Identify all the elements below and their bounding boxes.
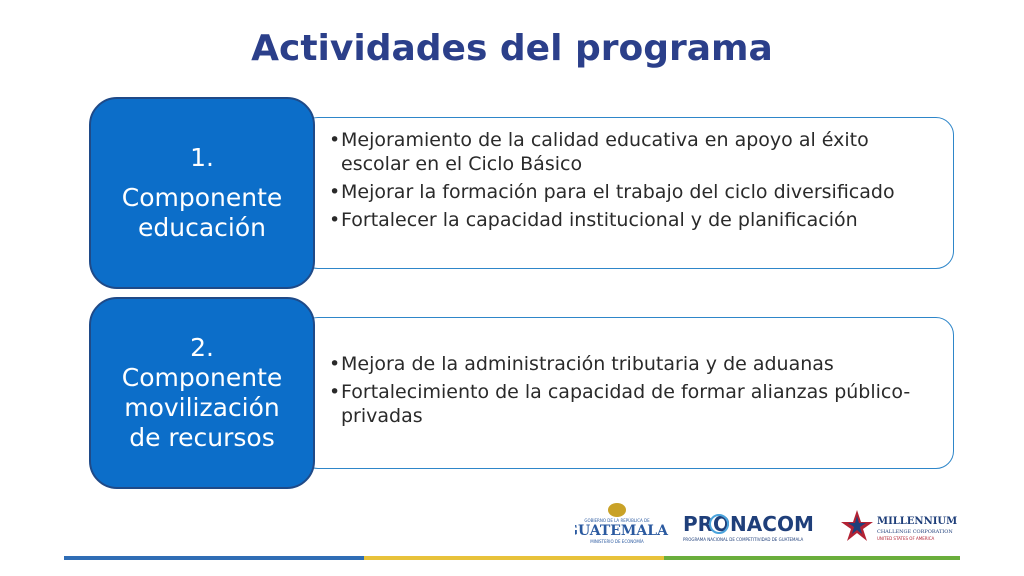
pronacom-name: PRONACOM	[683, 512, 814, 536]
footer-bar-blue	[64, 556, 364, 560]
footer-bar-green	[664, 556, 960, 560]
mcc-logo	[841, 510, 957, 541]
component-2-number: 2.	[190, 333, 214, 362]
component-1-number: 1.	[190, 143, 214, 172]
list-item: • Mejorar la formación para el trabajo del ciclo diversificado	[329, 180, 937, 204]
component-2-list	[329, 352, 937, 428]
guatemala-sub-text: MINISTERIO DE ECONOMÍA	[590, 539, 644, 544]
component-2-box	[89, 297, 315, 489]
component-1-box	[89, 97, 315, 289]
logos-svg	[575, 498, 965, 554]
slide-title: Actividades del programa	[251, 28, 773, 69]
component-1-list	[329, 128, 937, 232]
component-2-label: Componente movilización de recursos	[121, 363, 283, 452]
list-item: • Mejoramiento de la calidad educativa en apoyo al éxito escolar en el Ciclo Básico	[329, 128, 937, 176]
component-1-panel	[300, 117, 954, 269]
list-item: • Mejora de la administración tributaria y de aduanas	[329, 352, 937, 376]
component-1-label: Componente educación	[121, 183, 283, 242]
pronacom-sub-text: PROGRAMA NACIONAL DE COMPETITIVIDAD DE GUATEMALA	[683, 537, 804, 542]
coat-of-arms-icon	[608, 503, 626, 517]
list-item: • Fortalecer la capacidad institucional y de planificación	[329, 208, 937, 232]
mcc-line1: MILLENNIUM	[877, 516, 958, 527]
mcc-line2: CHALLENGE CORPORATION	[877, 529, 953, 535]
guatemala-logo	[575, 503, 669, 544]
guatemala-name: GUATEMALA	[575, 523, 668, 539]
mcc-line3: UNITED STATES OF AMERICA	[877, 536, 935, 541]
logo-strip	[575, 498, 965, 554]
component-2-panel	[300, 317, 954, 469]
pronacom-logo	[683, 512, 814, 542]
list-item: • Fortalecimiento de la capacidad de formar alianzas público-privadas	[329, 380, 937, 428]
footer-bar-yellow	[364, 556, 664, 560]
guatemala-top-text: GOBIERNO DE LA REPÚBLICA DE	[584, 518, 650, 523]
